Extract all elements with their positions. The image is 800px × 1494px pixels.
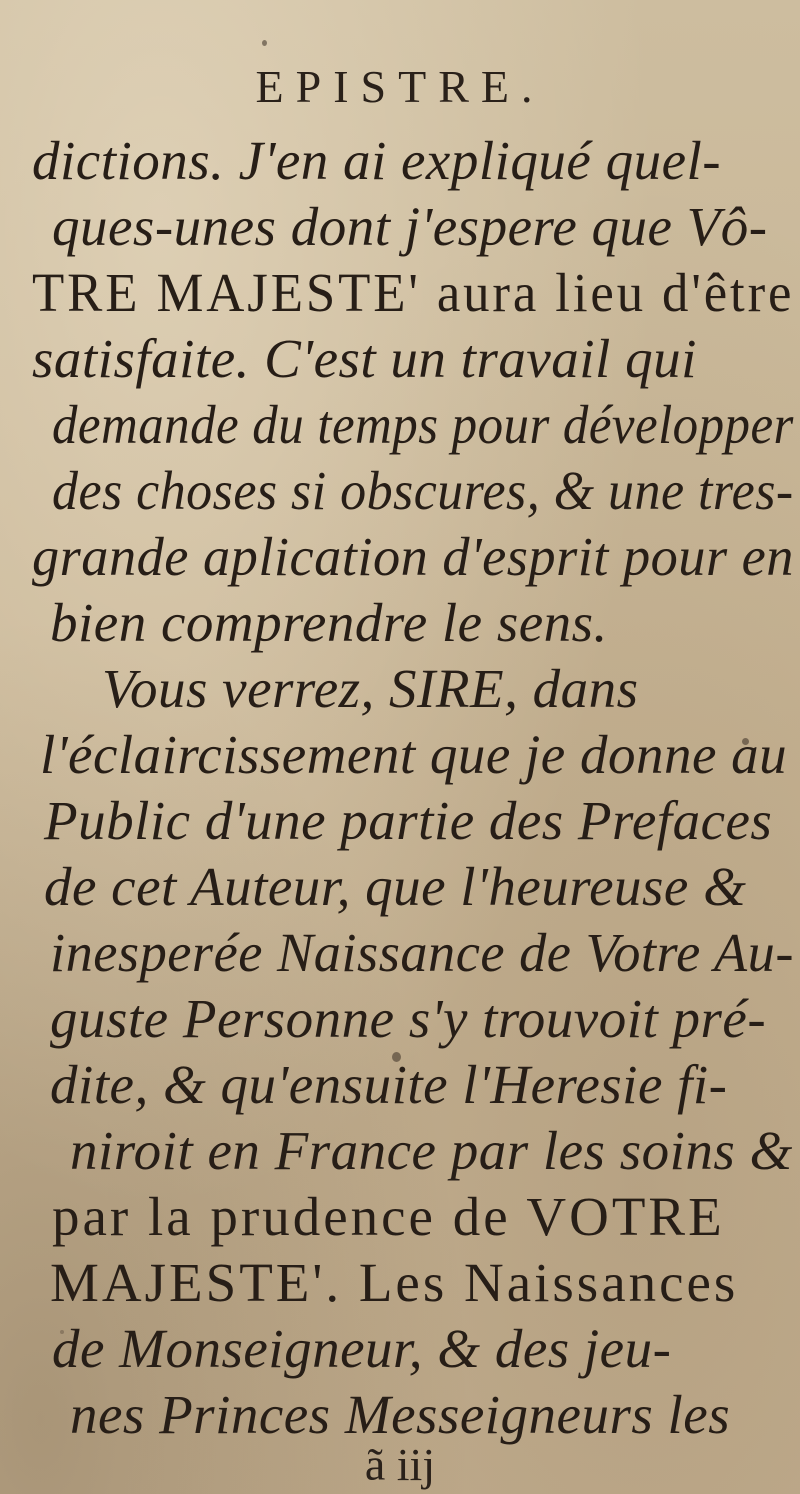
text-line: MAJESTE'. Les Naissances (50, 1252, 739, 1313)
text-line: nes Princes Messeigneurs les (70, 1384, 731, 1445)
text-line: guste Personne s'y trouvoit pré- (50, 988, 767, 1049)
text-line: satisfaite. C'est un travail qui (32, 328, 697, 389)
text-line: bien comprendre le sens. (50, 592, 608, 653)
text-line: grande aplication d'esprit pour en (32, 526, 794, 587)
text-line: demande du temps pour développer (52, 394, 794, 455)
ink-speck (262, 40, 267, 46)
text-line: Public d'une partie des Prefaces (44, 790, 773, 851)
text-line: Vous verrez, SIRE, dans (102, 658, 639, 719)
text-line: ques-unes dont j'espere que Vô- (52, 196, 768, 257)
text-line: l'éclaircissement que je donne au (40, 724, 788, 785)
running-head: EPISTRE. (255, 61, 545, 112)
text-line: dictions. J'en ai expliqué quel- (32, 130, 722, 191)
text-line: des choses si obscures, & une tres- (52, 460, 794, 521)
text-line: dite, & qu'ensuite l'Heresie fi- (50, 1054, 728, 1115)
text-line: de Monseigneur, & des jeu- (52, 1318, 672, 1379)
text-line: TRE MAJESTE' aura lieu d'être (32, 262, 795, 323)
signature-mark: ã iij (364, 1439, 436, 1490)
text-line: niroit en France par les soins & (70, 1120, 793, 1181)
text-line: par la prudence de VOTRE (52, 1186, 725, 1247)
text-line: inesperée Naissance de Votre Au- (50, 922, 794, 983)
text-line: de cet Auteur, que l'heureuse & (44, 856, 747, 917)
